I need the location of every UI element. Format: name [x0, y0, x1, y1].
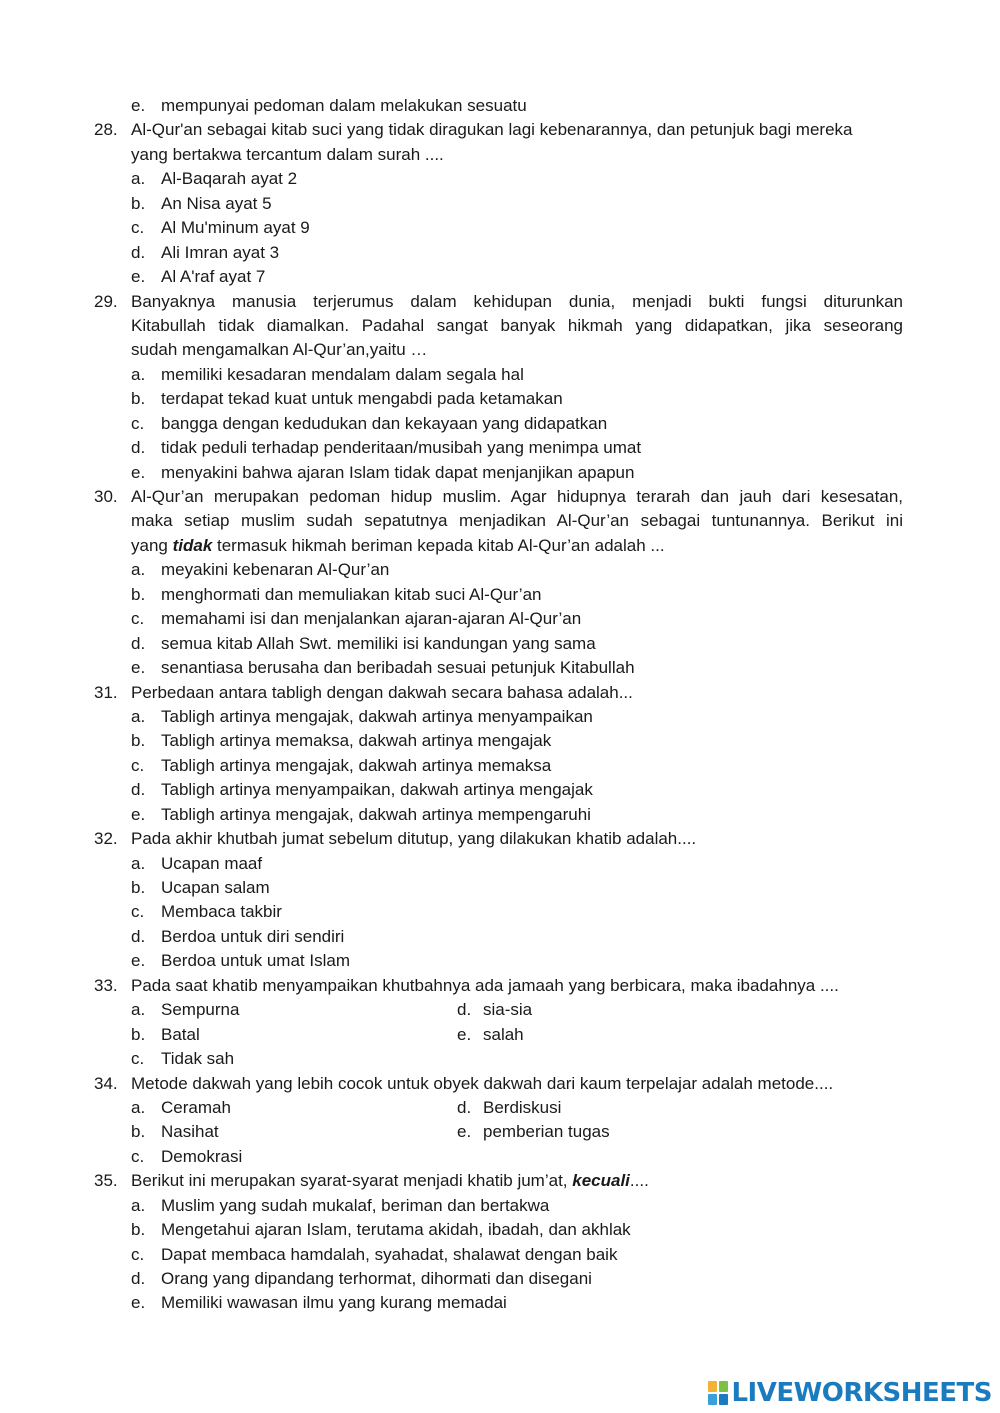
question-29 — [0, 290, 1000, 314]
option-text: An Nisa ayat 5 — [161, 193, 272, 213]
option-text: Ucapan salam — [161, 878, 270, 897]
option[interactable] — [0, 925, 1000, 949]
option[interactable] — [0, 363, 1000, 387]
option[interactable] — [0, 436, 1000, 460]
option-text: mempunyai pedoman dalam melakukan sesuatu — [161, 96, 527, 115]
option-text: Ali Imran ayat 3 — [161, 242, 280, 262]
option[interactable] — [0, 949, 1000, 973]
option[interactable] — [0, 729, 1000, 753]
option-letter: a. — [131, 560, 146, 580]
option-letter: b. — [131, 878, 146, 897]
option-letter: d. — [457, 1097, 472, 1117]
option-text: pemberian tugas — [483, 1122, 610, 1142]
logo-tile — [719, 1381, 728, 1392]
option-letter: a. — [131, 1195, 146, 1215]
option-text: Berdiskusi — [483, 1097, 562, 1117]
option-text: tidak peduli terhadap penderitaan/musibah yang menimpa umat — [161, 438, 642, 458]
option-letter: b. — [131, 193, 146, 213]
option[interactable] — [0, 803, 1000, 827]
logo-text: LIVEWORKSHEETS — [731, 1378, 992, 1408]
option-text: Nasihat — [161, 1122, 219, 1142]
option-text: Tabligh artinya mengajak, dakwah artinya memaksa — [161, 755, 552, 775]
option-text: Membaca takbir — [161, 902, 282, 922]
question-27-option-e — [0, 94, 1000, 118]
option-letter: e. — [131, 462, 146, 482]
option-text: bangga dengan kedudukan dan kekayaan yang didapatkan — [161, 413, 608, 433]
option[interactable] — [0, 583, 1000, 607]
option-letter: a. — [131, 1097, 146, 1117]
question-number: 34. — [94, 1073, 118, 1093]
option-letter: b. — [131, 584, 146, 604]
option-letter: e. — [131, 1293, 146, 1313]
question-number: 28. — [94, 120, 118, 140]
option-letter: a. — [131, 1000, 146, 1020]
option-letter: c. — [131, 902, 145, 922]
emphasis-word: tidak — [172, 535, 213, 555]
question-text: Berikut ini merupakan syarat-syarat menjadi khatib jum’at, kecuali.... — [131, 1171, 649, 1191]
option-letter: c. — [131, 1049, 145, 1069]
option-letter: b. — [131, 731, 146, 751]
option-text: Tidak sah — [161, 1049, 235, 1069]
liveworksheets-icon — [708, 1381, 728, 1405]
option[interactable] — [0, 876, 1000, 900]
logo-tile — [708, 1381, 717, 1392]
question-text: sudah mengamalkan Al-Qur’an,yaitu … — [131, 340, 428, 360]
option-letter: e. — [131, 951, 146, 971]
question-text: maka setiap muslim sudah sepatutnya menjadikan Al-Qur’an sebagai tuntunannya. Berikut ini — [131, 511, 903, 531]
option-letter: a. — [131, 853, 146, 873]
question-text: Kitabullah tidak diamalkan. Padahal sangat banyak hikmah yang didapatkan, jika seseorang — [131, 315, 903, 335]
option[interactable] — [0, 1267, 1000, 1291]
question-text: Metode dakwah yang lebih cocok untuk obyek dakwah dari kaum terpelajar adalah metode.... — [131, 1073, 834, 1093]
option-text: terdapat tekad kuat untuk mengabdi pada ketamakan — [161, 389, 563, 409]
option-letter: b. — [131, 1122, 146, 1142]
option[interactable] — [0, 412, 1000, 436]
option-text: Berdoa untuk diri sendiri — [161, 926, 345, 946]
option-letter: e. — [131, 658, 146, 678]
option[interactable] — [0, 558, 1000, 582]
option-text: Muslim yang sudah mukalaf, beriman dan bertakwa — [161, 1195, 550, 1215]
option[interactable] — [0, 656, 1000, 680]
option[interactable] — [0, 265, 1000, 289]
option-letter: b. — [131, 1220, 146, 1240]
option-letter: c. — [131, 218, 145, 238]
option[interactable] — [0, 1243, 1000, 1267]
question-number: 30. — [94, 487, 118, 506]
emphasis-word: kecuali — [572, 1171, 630, 1191]
option-text: Sempurna — [161, 1000, 240, 1020]
option-letter: c. — [131, 1244, 145, 1264]
option-text: semua kitab Allah Swt. memiliki isi kandungan yang sama — [161, 633, 596, 653]
option-text: Tabligh artinya menyampaikan, dakwah artinya mengajak — [161, 780, 593, 800]
option-text: Orang yang dipandang terhormat, dihormati dan disegani — [161, 1269, 592, 1288]
option[interactable] — [0, 192, 1000, 216]
option-text: senantiasa berusaha dan beribadah sesuai petunjuk Kitabullah — [161, 658, 635, 678]
option-letter: c. — [131, 755, 145, 775]
question-number: 33. — [94, 975, 118, 995]
question-text: Perbedaan antara tabligh dengan dakwah secara bahasa adalah... — [131, 682, 633, 702]
option-text: Al Mu'minum ayat 9 — [161, 218, 310, 238]
question-text: yang bertakwa tercantum dalam surah .... — [131, 144, 444, 164]
question-35 — [0, 1169, 1000, 1193]
option-text: Berdoa untuk umat Islam — [161, 951, 350, 971]
question-text: Al-Qur’an merupakan pedoman hidup muslim. Agar hidupnya terarah dan jauh dari kesesatan, — [131, 487, 903, 506]
option-letter: e. — [457, 1122, 472, 1142]
option-text: Ceramah — [161, 1097, 231, 1117]
option-letter: c. — [131, 609, 145, 629]
option-text: Ucapan maaf — [161, 853, 263, 873]
option[interactable] — [0, 216, 1000, 240]
option[interactable] — [0, 1218, 1000, 1242]
option-letter: e. — [131, 96, 146, 115]
option[interactable] — [0, 461, 1000, 485]
option-text: menyakini bahwa ajaran Islam tidak dapat menjanjikan apapun — [161, 462, 635, 482]
option-text: menghormati dan memuliakan kitab suci Al-Qur’an — [161, 584, 542, 604]
option-letter: d. — [131, 1269, 146, 1288]
logo-tile — [719, 1394, 728, 1405]
question-text: Al-Qur'an sebagai kitab suci yang tidak diragukan lagi kebenarannya, dan petunjuk bagi mereka — [131, 120, 853, 140]
option-text: Batal — [161, 1024, 200, 1044]
option-text: Mengetahui ajaran Islam, terutama akidah, ibadah, dan akhlak — [161, 1220, 631, 1240]
option-letter: a. — [131, 706, 146, 726]
option-text: Memiliki wawasan ilmu yang kurang memadai — [161, 1293, 507, 1313]
option-text: Demokrasi — [161, 1146, 243, 1166]
option[interactable] — [0, 900, 1000, 924]
question-number: 32. — [94, 829, 118, 849]
option-letter: b. — [131, 1024, 146, 1044]
question-number: 35. — [94, 1171, 118, 1191]
option-text: meyakini kebenaran Al-Qur’an — [161, 560, 390, 580]
option-letter: d. — [131, 242, 146, 262]
logo-tile — [708, 1394, 717, 1405]
option-text: Al-Baqarah ayat 2 — [161, 169, 298, 189]
option[interactable] — [0, 754, 1000, 778]
worksheet-document — [0, 94, 1000, 1316]
option-letter: d. — [131, 780, 146, 800]
question-32 — [0, 827, 1000, 851]
option[interactable] — [0, 1291, 1000, 1315]
option[interactable] — [0, 241, 1000, 265]
option-text: sia-sia — [483, 1000, 533, 1020]
question-30 — [0, 485, 1000, 509]
question-number: 29. — [94, 291, 118, 311]
option-text: Tabligh artinya memaksa, dakwah artinya mengajak — [161, 731, 552, 751]
question-34 — [0, 1072, 1000, 1096]
question-text: Pada akhir khutbah jumat sebelum ditutup, yang dilakukan khatib adalah.... — [131, 829, 697, 849]
option-letter: c. — [131, 1146, 145, 1166]
option-text: salah — [483, 1024, 524, 1044]
question-31 — [0, 681, 1000, 705]
option-letter: d. — [131, 926, 146, 946]
question-text: Pada saat khatib menyampaikan khutbahnya ada jamaah yang berbicara, maka ibadahnya .... — [131, 975, 839, 995]
option-letter: c. — [131, 413, 145, 433]
option-text: Tabligh artinya mengajak, dakwah artinya mempengaruhi — [161, 804, 591, 824]
option[interactable] — [0, 387, 1000, 411]
option[interactable] — [0, 632, 1000, 656]
option-letter: b. — [131, 389, 146, 409]
option-letter: a. — [131, 364, 146, 384]
option-text: Tabligh artinya mengajak, dakwah artinya menyampaikan — [161, 706, 593, 726]
question-28 — [0, 118, 1000, 142]
option[interactable] — [0, 778, 1000, 802]
option-letter: e. — [457, 1024, 472, 1044]
option-text: memahami isi dan menjalankan ajaran-ajaran Al-Qur’an — [161, 609, 582, 629]
option-text: memiliki kesadaran mendalam dalam segala hal — [161, 364, 524, 384]
question-33 — [0, 974, 1000, 998]
option-letter: e. — [131, 267, 146, 287]
option-letter: d. — [131, 633, 146, 653]
option[interactable] — [0, 1194, 1000, 1218]
option[interactable] — [0, 705, 1000, 729]
question-text: Banyaknya manusia terjerumus dalam kehidupan dunia, menjadi bukti fungsi diturunkan — [131, 291, 903, 311]
question-number: 31. — [94, 682, 118, 702]
option-letter: d. — [131, 438, 146, 458]
option[interactable] — [0, 167, 1000, 191]
option-text: Dapat membaca hamdalah, syahadat, shalawat dengan baik — [161, 1244, 618, 1264]
liveworksheets-logo[interactable] — [708, 1378, 992, 1408]
option-letter: d. — [457, 1000, 472, 1020]
option[interactable] — [0, 607, 1000, 631]
option[interactable] — [0, 852, 1000, 876]
question-text: yang tidak termasuk hikmah beriman kepada kitab Al-Qur’an adalah ... — [131, 535, 665, 555]
option-letter: a. — [131, 169, 146, 189]
option-text: Al A'raf ayat 7 — [161, 267, 266, 287]
option-letter: e. — [131, 804, 146, 824]
